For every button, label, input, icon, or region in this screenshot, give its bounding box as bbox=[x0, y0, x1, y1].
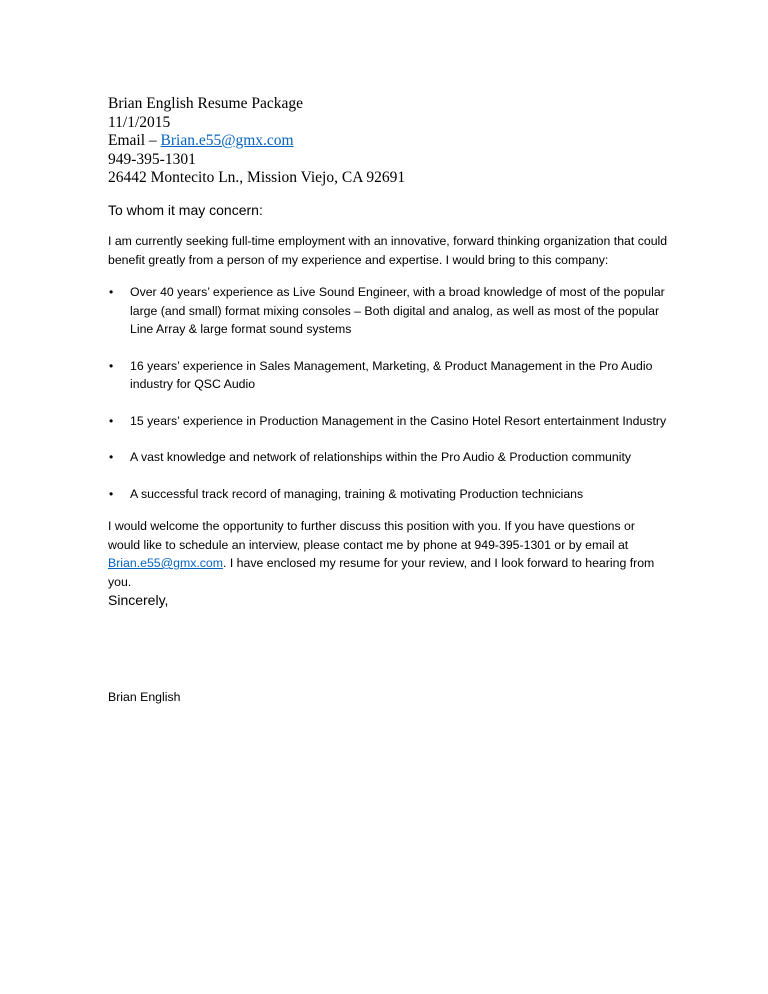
email-line bbox=[108, 132, 405, 151]
list-item-text: 16 years’ experience in Sales Management, Marketing, & Product Management in the Pro Audio industry for QSC Audio bbox=[130, 358, 653, 391]
list-item bbox=[108, 412, 668, 431]
intro-paragraph: I am currently seeking full-time employment with an innovative, forward thinking organization that could benefit greatly from a person of my experience and expertise. I would bring to this company: bbox=[108, 234, 668, 267]
list-item bbox=[108, 283, 668, 339]
list-item bbox=[108, 357, 668, 394]
letter-date: 11/1/2015 bbox=[108, 113, 171, 131]
signoff: Sincerely, bbox=[108, 592, 169, 608]
list-item bbox=[108, 485, 668, 504]
bullet-icon: • bbox=[109, 358, 114, 373]
list-item-text: Over 40 years’ experience as Live Sound Engineer, with a broad knowledge of most of the popular large (and small) format mixing consoles – Both digital and analog, as well as most of the popular Line Array & large format sound systems bbox=[130, 285, 665, 336]
list-item-text: 15 years’ experience in Production Management in the Casino Hotel Resort entertainment Industry bbox=[130, 413, 667, 428]
bullet-icon: • bbox=[109, 413, 114, 428]
letter-body bbox=[108, 201, 668, 609]
list-item-text: A vast knowledge and network of relationships within the Pro Audio & Production community bbox=[130, 450, 632, 464]
phone-line: 949-395-1301 bbox=[108, 150, 196, 168]
bullet-icon: • bbox=[109, 450, 114, 464]
list-item bbox=[108, 448, 668, 467]
signature-name: Brian English bbox=[108, 690, 181, 704]
email-label: Email – bbox=[108, 132, 161, 149]
closing-paragraph bbox=[108, 517, 668, 591]
bullet-icon: • bbox=[109, 285, 114, 299]
bullet-icon: • bbox=[109, 486, 114, 501]
qualifications-list bbox=[108, 283, 668, 503]
closing-text-end: . I have enclosed my resume for your review, and I look forward to hearing from you. bbox=[108, 556, 655, 589]
closing-email-link[interactable]: Brian.e55@gmx.com bbox=[108, 556, 224, 570]
list-item-text: A successful track record of managing, training & motivating Production technicians bbox=[130, 486, 584, 501]
header-email-link[interactable]: Brian.e55@gmx.com bbox=[160, 132, 294, 149]
address-line: 26442 Montecito Ln., Mission Viejo, CA 92691 bbox=[108, 169, 406, 186]
letter-header bbox=[108, 95, 405, 188]
closing-text: I would welcome the opportunity to further discuss this position with you. If you have questions or would like to schedule an interview, please contact me by phone at 949-395-1301 or by email at bbox=[108, 519, 635, 552]
package-title: Brian English Resume Package bbox=[108, 95, 303, 112]
salutation: To whom it may concern: bbox=[108, 202, 263, 218]
